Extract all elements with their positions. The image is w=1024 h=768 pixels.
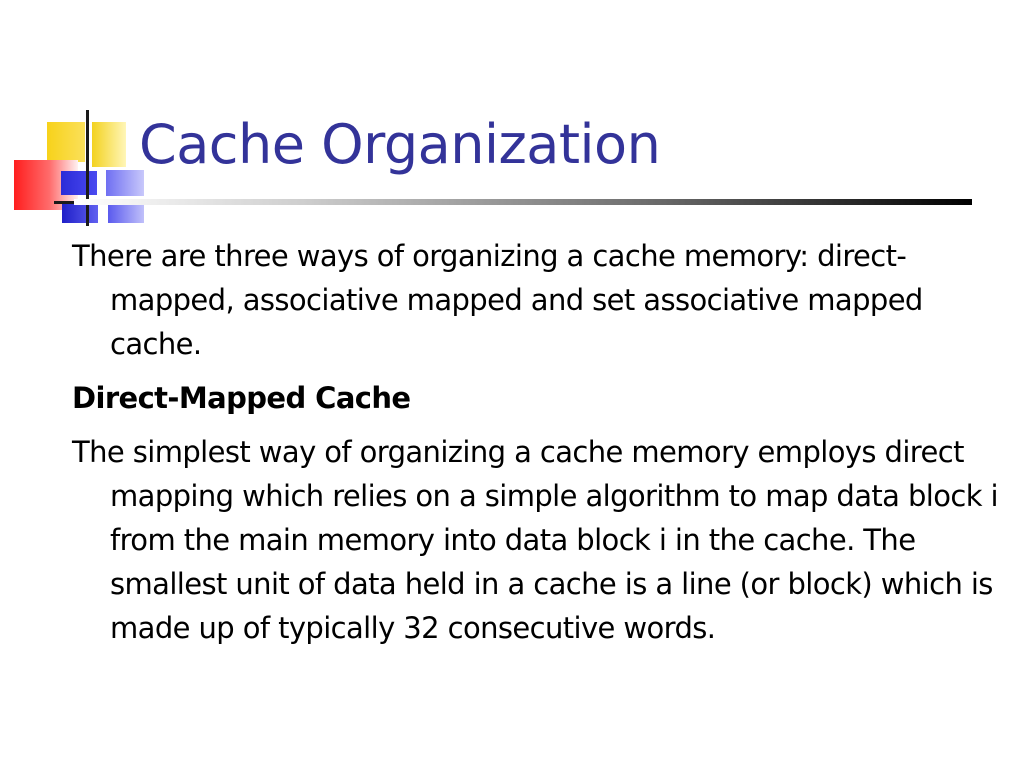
- decorative-yellow-square: [47, 122, 85, 162]
- decorative-blue-square: [108, 203, 144, 223]
- decorative-yellow-square: [92, 122, 126, 167]
- slide-body: [72, 234, 1002, 660]
- decorative-blue-square: [61, 171, 97, 195]
- body-paragraph: The simplest way of organizing a cache memory employs direct mapping which relies on a simple algorithm to map data block i from the main memory into data block i in the cache. The smallest unit of data held in a cache is a line (or block) which is made up of typically 32 consecutive words.: [72, 435, 998, 645]
- slide-title: Cache Organization: [139, 113, 661, 176]
- decorative-vertical-line: [86, 110, 89, 226]
- body-paragraph: There are three ways of organizing a cache memory: direct-mapped, associative mapped and set associative mapped cache.: [72, 239, 923, 361]
- decorative-blue-square: [62, 203, 98, 223]
- title-underline: [74, 199, 972, 205]
- section-heading: Direct-Mapped Cache: [72, 381, 411, 415]
